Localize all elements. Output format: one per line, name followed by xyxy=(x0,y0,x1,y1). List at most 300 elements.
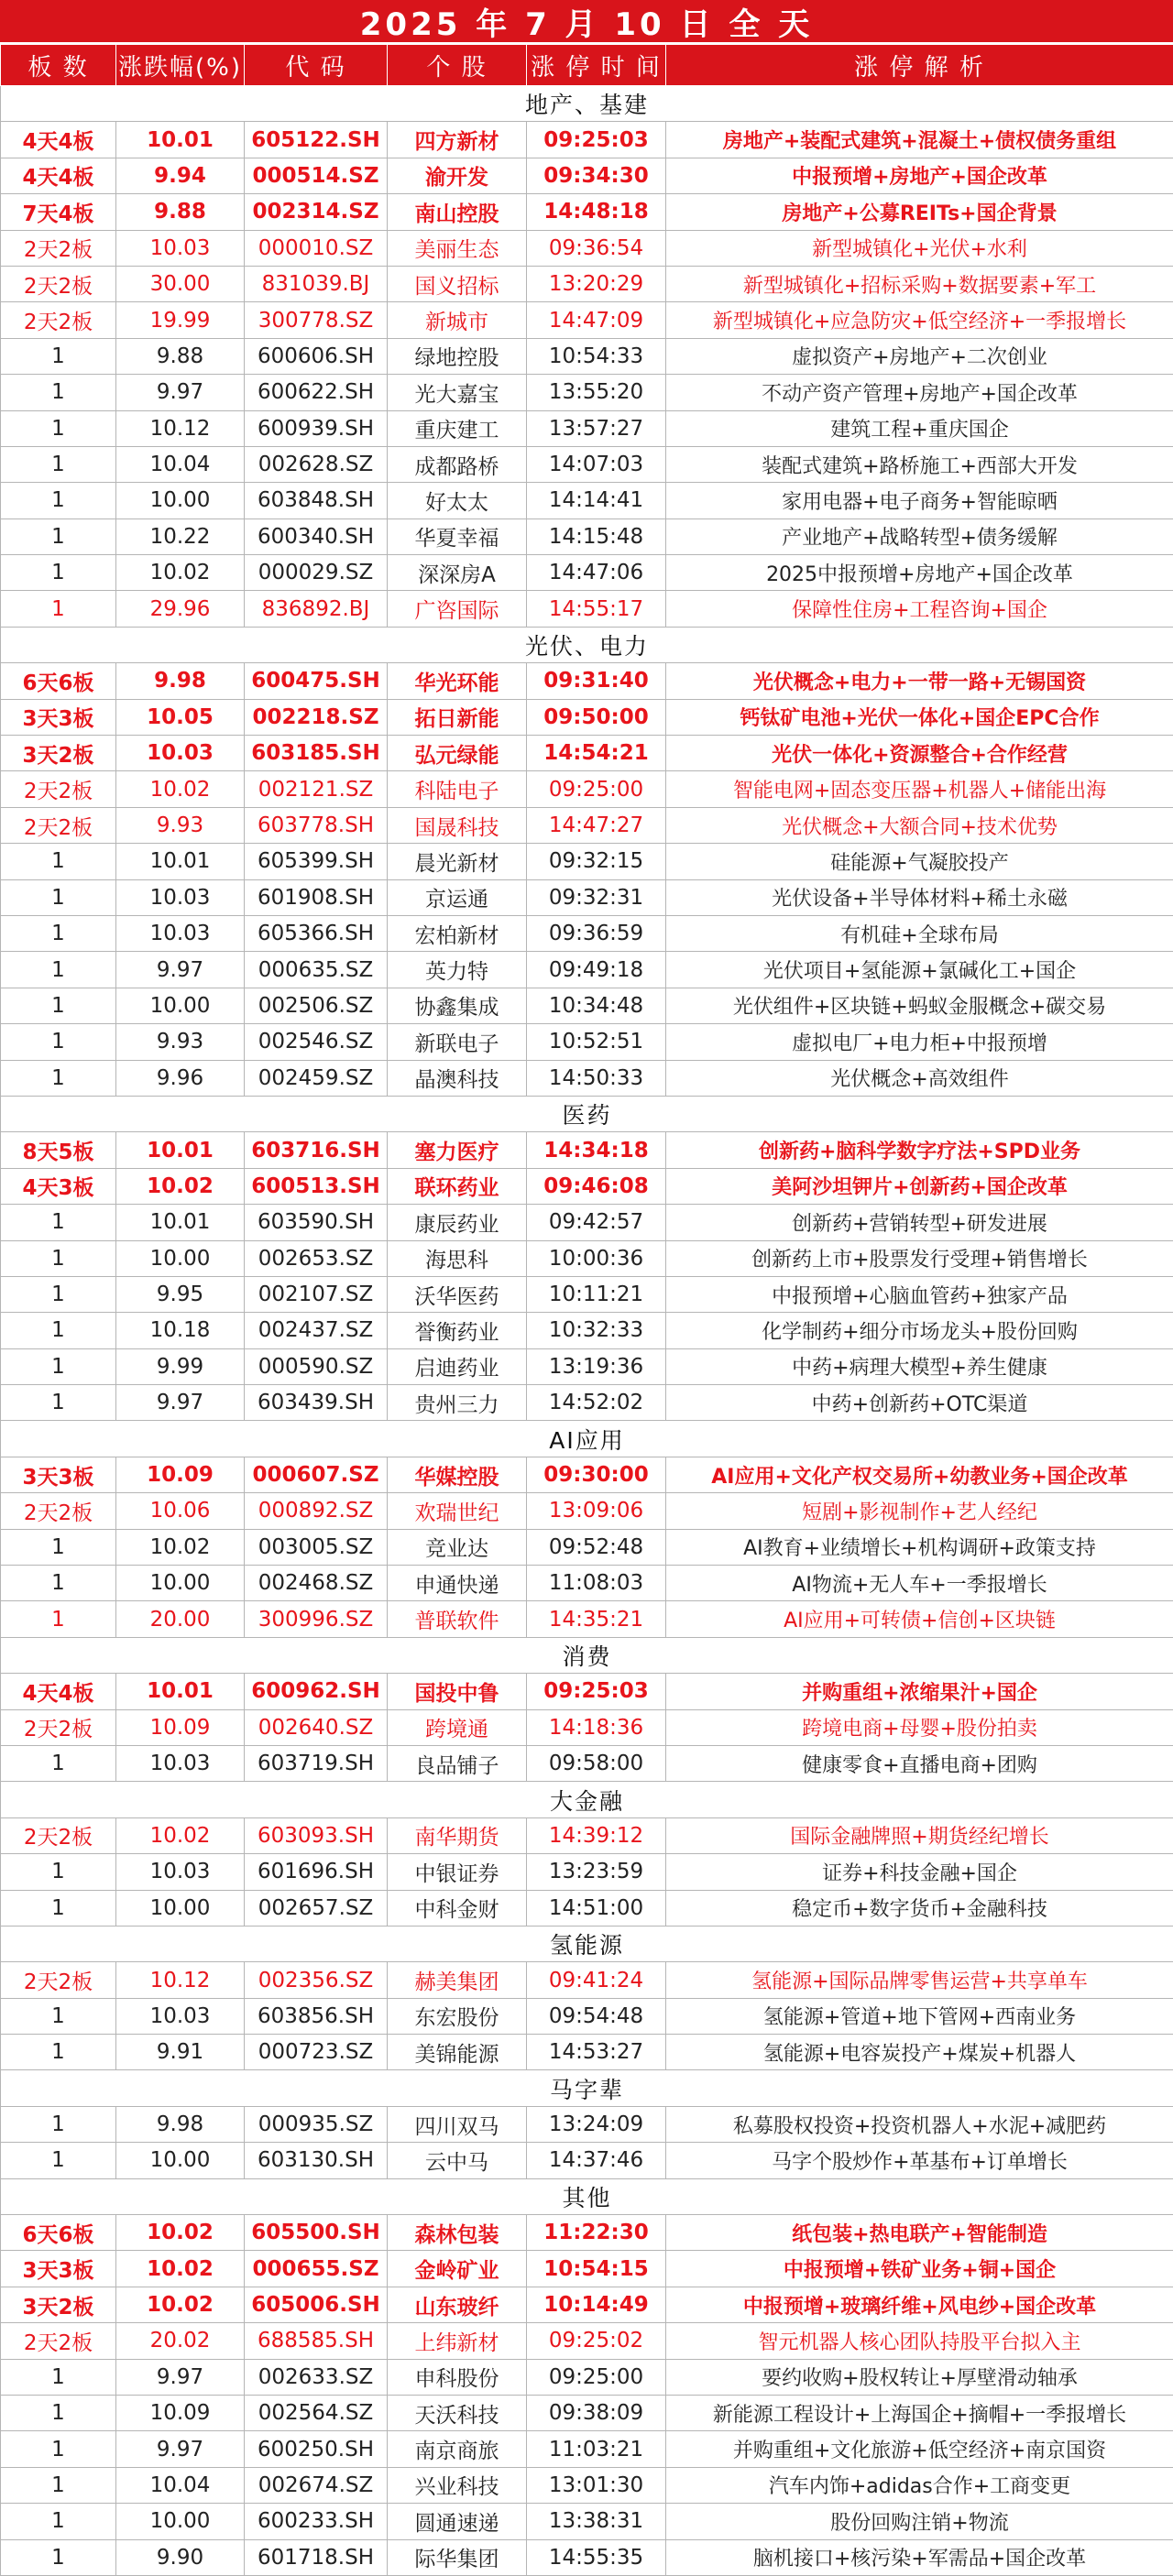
section-row xyxy=(1,1926,1173,1961)
table-row xyxy=(1,1313,1173,1348)
cell-code: 000607.SZ xyxy=(245,1457,388,1492)
cell-change-pct: 10.06 xyxy=(116,1493,245,1529)
cell-limit-time: 13:23:59 xyxy=(527,1854,666,1890)
cell-stock: 欢瑞世纪 xyxy=(388,1493,527,1529)
cell-analysis: 氢能源+国际品牌零售运营+共享单车 xyxy=(666,1962,1173,1998)
cell-stock: 中银证券 xyxy=(388,1854,527,1890)
cell-code: 000514.SZ xyxy=(245,158,388,193)
table-row xyxy=(1,2287,1173,2322)
cell-stock: 宏柏新材 xyxy=(388,915,527,951)
cell-board: 1 xyxy=(1,2359,116,2395)
table-row xyxy=(1,1817,1173,1853)
cell-code: 603439.SH xyxy=(245,1385,388,1421)
cell-code: 600233.SH xyxy=(245,2504,388,2539)
cell-analysis: 中药+病理大模型+养生健康 xyxy=(666,1348,1173,1384)
table-row xyxy=(1,1566,1173,1601)
cell-board: 1 xyxy=(1,844,116,879)
cell-change-pct: 10.02 xyxy=(116,2215,245,2251)
cell-stock: 四川双马 xyxy=(388,2106,527,2142)
cell-limit-time: 10:34:48 xyxy=(527,988,666,1023)
cell-code: 300996.SZ xyxy=(245,1601,388,1637)
table-row xyxy=(1,1024,1173,1060)
table-row xyxy=(1,158,1173,193)
cell-analysis: 光伏概念+大额合同+技术优势 xyxy=(666,807,1173,843)
cell-limit-time: 09:36:54 xyxy=(527,230,666,266)
cell-change-pct: 10.00 xyxy=(116,2504,245,2539)
cell-stock: 华媒控股 xyxy=(388,1457,527,1492)
cell-analysis: 私募股权投资+投资机器人+水泥+减肥药 xyxy=(666,2106,1173,2142)
cell-stock: 美丽生态 xyxy=(388,230,527,266)
cell-change-pct: 9.97 xyxy=(116,375,245,410)
cell-board: 1 xyxy=(1,1060,116,1096)
cell-change-pct: 29.96 xyxy=(116,591,245,627)
cell-analysis: 建筑工程+重庆国企 xyxy=(666,410,1173,446)
cell-limit-time: 09:25:03 xyxy=(527,122,666,158)
cell-analysis: AI教育+业绩增长+机构调研+政策支持 xyxy=(666,1529,1173,1565)
cell-code: 002121.SZ xyxy=(245,771,388,807)
cell-change-pct: 10.18 xyxy=(116,1313,245,1348)
cell-code: 605006.SH xyxy=(245,2287,388,2322)
cell-analysis: 装配式建筑+路桥施工+西部大开发 xyxy=(666,446,1173,482)
table-row xyxy=(1,1890,1173,1926)
cell-code: 603590.SH xyxy=(245,1205,388,1240)
cell-code: 605122.SH xyxy=(245,122,388,158)
cell-board: 1 xyxy=(1,2106,116,2142)
cell-limit-time: 09:25:00 xyxy=(527,2359,666,2395)
cell-change-pct: 10.02 xyxy=(116,1817,245,1853)
cell-stock: 山东玻纤 xyxy=(388,2287,527,2322)
cell-analysis: 新型城镇化+光伏+水利 xyxy=(666,230,1173,266)
cell-board: 1 xyxy=(1,2504,116,2539)
cell-limit-time: 14:37:46 xyxy=(527,2143,666,2178)
cell-board: 1 xyxy=(1,483,116,518)
cell-change-pct: 9.99 xyxy=(116,1348,245,1384)
table-row xyxy=(1,2396,1173,2431)
cell-code: 002640.SZ xyxy=(245,1709,388,1745)
cell-board: 1 xyxy=(1,1529,116,1565)
cell-limit-time: 10:00:36 xyxy=(527,1240,666,1276)
header-limit-time: 涨 停 时 间 xyxy=(527,45,666,86)
cell-code: 002107.SZ xyxy=(245,1276,388,1312)
cell-stock: 塞力医疗 xyxy=(388,1132,527,1168)
cell-board: 1 xyxy=(1,1024,116,1060)
section-title: 消费 xyxy=(1,1637,1173,1673)
cell-limit-time: 11:03:21 xyxy=(527,2431,666,2467)
cell-board: 1 xyxy=(1,2143,116,2178)
cell-board: 1 xyxy=(1,988,116,1023)
cell-limit-time: 10:11:21 xyxy=(527,1276,666,1312)
cell-board: 2天2板 xyxy=(1,1493,116,1529)
cell-code: 002628.SZ xyxy=(245,446,388,482)
cell-limit-time: 09:54:48 xyxy=(527,1998,666,2034)
cell-stock: 晶澳科技 xyxy=(388,1060,527,1096)
table-row xyxy=(1,879,1173,915)
table-row xyxy=(1,338,1173,374)
cell-change-pct: 9.96 xyxy=(116,1060,245,1096)
cell-limit-time: 14:07:03 xyxy=(527,446,666,482)
cell-change-pct: 10.03 xyxy=(116,915,245,951)
cell-change-pct: 10.03 xyxy=(116,230,245,266)
section-title: 地产、基建 xyxy=(1,86,1173,122)
cell-stock: 晨光新材 xyxy=(388,844,527,879)
cell-limit-time: 10:54:33 xyxy=(527,338,666,374)
cell-board: 1 xyxy=(1,1276,116,1312)
header-code: 代 码 xyxy=(245,45,388,86)
cell-stock: 兴业科技 xyxy=(388,2467,527,2503)
cell-change-pct: 10.09 xyxy=(116,1709,245,1745)
cell-limit-time: 09:32:31 xyxy=(527,879,666,915)
cell-change-pct: 10.03 xyxy=(116,1745,245,1781)
table-row xyxy=(1,1205,1173,1240)
cell-limit-time: 10:32:33 xyxy=(527,1313,666,1348)
cell-change-pct: 10.02 xyxy=(116,1168,245,1204)
cell-analysis: 并购重组+浓缩果汁+国企 xyxy=(666,1674,1173,1709)
cell-analysis: 钙钛矿电池+光伏一体化+国企EPC合作 xyxy=(666,699,1173,735)
cell-change-pct: 10.00 xyxy=(116,1566,245,1601)
cell-limit-time: 14:52:02 xyxy=(527,1385,666,1421)
cell-code: 000010.SZ xyxy=(245,230,388,266)
table-row xyxy=(1,1240,1173,1276)
cell-stock: 渝开发 xyxy=(388,158,527,193)
cell-code: 605399.SH xyxy=(245,844,388,879)
table-body xyxy=(1,86,1173,2576)
cell-code: 002314.SZ xyxy=(245,194,388,230)
cell-limit-time: 09:34:30 xyxy=(527,158,666,193)
cell-analysis: 2025中报预增+房地产+国企改革 xyxy=(666,555,1173,591)
cell-stock: 启迪药业 xyxy=(388,1348,527,1384)
cell-change-pct: 9.97 xyxy=(116,2359,245,2395)
table-row xyxy=(1,410,1173,446)
cell-code: 600250.SH xyxy=(245,2431,388,2467)
cell-change-pct: 30.00 xyxy=(116,266,245,301)
section-title: 其他 xyxy=(1,2178,1173,2214)
cell-stock: 重庆建工 xyxy=(388,410,527,446)
cell-stock: 南京商旅 xyxy=(388,2431,527,2467)
table-row xyxy=(1,2251,1173,2287)
cell-analysis: 短剧+影视制作+艺人经纪 xyxy=(666,1493,1173,1529)
table-row xyxy=(1,1457,1173,1492)
cell-board: 1 xyxy=(1,1854,116,1890)
table-row xyxy=(1,2143,1173,2178)
cell-analysis: 中药+创新药+OTC渠道 xyxy=(666,1385,1173,1421)
cell-board: 1 xyxy=(1,879,116,915)
cell-stock: 拓日新能 xyxy=(388,699,527,735)
table-row xyxy=(1,1854,1173,1890)
cell-code: 831039.BJ xyxy=(245,266,388,301)
cell-stock: 贵州三力 xyxy=(388,1385,527,1421)
cell-change-pct: 19.99 xyxy=(116,302,245,338)
cell-code: 600513.SH xyxy=(245,1168,388,1204)
cell-analysis: 光伏概念+高效组件 xyxy=(666,1060,1173,1096)
table-row xyxy=(1,1998,1173,2034)
cell-stock: 跨境通 xyxy=(388,1709,527,1745)
cell-board: 1 xyxy=(1,446,116,482)
cell-change-pct: 10.02 xyxy=(116,2287,245,2322)
cell-limit-time: 13:24:09 xyxy=(527,2106,666,2142)
cell-stock: 云中马 xyxy=(388,2143,527,2178)
cell-change-pct: 10.01 xyxy=(116,122,245,158)
cell-change-pct: 9.98 xyxy=(116,663,245,699)
cell-limit-time: 09:46:08 xyxy=(527,1168,666,1204)
table-row xyxy=(1,771,1173,807)
section-row xyxy=(1,1096,1173,1131)
cell-analysis: 智能电网+固态变压器+机器人+储能出海 xyxy=(666,771,1173,807)
cell-change-pct: 9.93 xyxy=(116,1024,245,1060)
cell-change-pct: 9.98 xyxy=(116,2106,245,2142)
cell-change-pct: 10.01 xyxy=(116,1674,245,1709)
table-row xyxy=(1,2323,1173,2359)
cell-code: 600962.SH xyxy=(245,1674,388,1709)
cell-limit-time: 09:25:00 xyxy=(527,771,666,807)
cell-analysis: 创新药上市+股票发行受理+销售增长 xyxy=(666,1240,1173,1276)
cell-stock: 金岭矿业 xyxy=(388,2251,527,2287)
cell-stock: 国投中鲁 xyxy=(388,1674,527,1709)
section-row xyxy=(1,627,1173,662)
cell-code: 002653.SZ xyxy=(245,1240,388,1276)
cell-limit-time: 13:38:31 xyxy=(527,2504,666,2539)
cell-limit-time: 13:55:20 xyxy=(527,375,666,410)
cell-limit-time: 11:22:30 xyxy=(527,2215,666,2251)
cell-stock: 广咨国际 xyxy=(388,591,527,627)
cell-limit-time: 14:34:18 xyxy=(527,1132,666,1168)
table-row xyxy=(1,1674,1173,1709)
table-row xyxy=(1,2504,1173,2539)
cell-board: 7天4板 xyxy=(1,194,116,230)
cell-change-pct: 10.22 xyxy=(116,518,245,554)
cell-analysis: 光伏设备+半导体材料+稀土永磁 xyxy=(666,879,1173,915)
cell-analysis: 国际金融牌照+期货经纪增长 xyxy=(666,1817,1173,1853)
table-row xyxy=(1,915,1173,951)
cell-analysis: 中报预增+玻璃纤维+风电纱+国企改革 xyxy=(666,2287,1173,2322)
cell-board: 2天2板 xyxy=(1,1962,116,1998)
table-row xyxy=(1,699,1173,735)
cell-change-pct: 9.91 xyxy=(116,2035,245,2070)
header-stock: 个 股 xyxy=(388,45,527,86)
cell-code: 600606.SH xyxy=(245,338,388,374)
cell-limit-time: 14:15:48 xyxy=(527,518,666,554)
cell-code: 600475.SH xyxy=(245,663,388,699)
cell-board: 1 xyxy=(1,591,116,627)
cell-board: 3天3板 xyxy=(1,1457,116,1492)
cell-code: 002506.SZ xyxy=(245,988,388,1023)
cell-limit-time: 14:14:41 xyxy=(527,483,666,518)
cell-change-pct: 10.00 xyxy=(116,2143,245,2178)
cell-analysis: 跨境电商+母婴+股份拍卖 xyxy=(666,1709,1173,1745)
cell-change-pct: 9.95 xyxy=(116,1276,245,1312)
cell-code: 000590.SZ xyxy=(245,1348,388,1384)
cell-analysis: 脑机接口+核污染+军需品+国企改革 xyxy=(666,2539,1173,2575)
cell-limit-time: 09:42:57 xyxy=(527,1205,666,1240)
cell-stock: 申通快递 xyxy=(388,1566,527,1601)
cell-analysis: 并购重组+文化旅游+低空经济+南京国资 xyxy=(666,2431,1173,2467)
cell-stock: 新城市 xyxy=(388,302,527,338)
cell-board: 1 xyxy=(1,1313,116,1348)
cell-change-pct: 10.12 xyxy=(116,1962,245,1998)
cell-change-pct: 9.90 xyxy=(116,2539,245,2575)
cell-stock: 康辰药业 xyxy=(388,1205,527,1240)
cell-code: 688585.SH xyxy=(245,2323,388,2359)
cell-limit-time: 10:54:15 xyxy=(527,2251,666,2287)
cell-analysis: 证券+科技金融+国企 xyxy=(666,1854,1173,1890)
section-title: 医药 xyxy=(1,1096,1173,1131)
cell-analysis: 虚拟电厂+电力柜+中报预增 xyxy=(666,1024,1173,1060)
cell-code: 002657.SZ xyxy=(245,1890,388,1926)
cell-code: 002356.SZ xyxy=(245,1962,388,1998)
cell-change-pct: 10.00 xyxy=(116,1240,245,1276)
cell-limit-time: 09:25:02 xyxy=(527,2323,666,2359)
cell-change-pct: 10.00 xyxy=(116,988,245,1023)
table-row xyxy=(1,518,1173,554)
cell-change-pct: 9.97 xyxy=(116,952,245,988)
cell-analysis: 新型城镇化+招标采购+数据要素+军工 xyxy=(666,266,1173,301)
cell-board: 1 xyxy=(1,1890,116,1926)
cell-analysis: 中报预增+铁矿业务+铜+国企 xyxy=(666,2251,1173,2287)
table-row xyxy=(1,1385,1173,1421)
cell-limit-time: 14:51:00 xyxy=(527,1890,666,1926)
cell-board: 2天2板 xyxy=(1,266,116,301)
cell-board: 4天3板 xyxy=(1,1168,116,1204)
cell-stock: 绿地控股 xyxy=(388,338,527,374)
cell-stock: 英力特 xyxy=(388,952,527,988)
cell-analysis: 产业地产+战略转型+债务缓解 xyxy=(666,518,1173,554)
header-board: 板 数 xyxy=(1,45,116,86)
cell-analysis: AI物流+无人车+一季报增长 xyxy=(666,1566,1173,1601)
cell-code: 000029.SZ xyxy=(245,555,388,591)
cell-change-pct: 10.02 xyxy=(116,1529,245,1565)
cell-board: 3天3板 xyxy=(1,699,116,735)
header-analysis: 涨 停 解 析 xyxy=(666,45,1173,86)
cell-limit-time: 09:58:00 xyxy=(527,1745,666,1781)
cell-change-pct: 20.00 xyxy=(116,1601,245,1637)
cell-change-pct: 10.04 xyxy=(116,2467,245,2503)
cell-code: 002633.SZ xyxy=(245,2359,388,2395)
cell-limit-time: 14:47:09 xyxy=(527,302,666,338)
cell-stock: 华光环能 xyxy=(388,663,527,699)
table-row xyxy=(1,2431,1173,2467)
cell-analysis: 硅能源+气凝胶投产 xyxy=(666,844,1173,879)
cell-change-pct: 10.00 xyxy=(116,1890,245,1926)
table-row xyxy=(1,483,1173,518)
cell-limit-time: 14:39:12 xyxy=(527,1817,666,1853)
table-row xyxy=(1,1132,1173,1168)
section-row xyxy=(1,1782,1173,1817)
table-row xyxy=(1,1276,1173,1312)
cell-board: 3天2板 xyxy=(1,736,116,771)
cell-analysis: 化学制药+细分市场龙头+股份回购 xyxy=(666,1313,1173,1348)
cell-analysis: 中报预增+心脑血管药+独家产品 xyxy=(666,1276,1173,1312)
cell-board: 4天4板 xyxy=(1,1674,116,1709)
cell-change-pct: 10.03 xyxy=(116,1854,245,1890)
cell-board: 1 xyxy=(1,1745,116,1781)
cell-board: 1 xyxy=(1,338,116,374)
table-row xyxy=(1,302,1173,338)
table-row xyxy=(1,1168,1173,1204)
cell-board: 1 xyxy=(1,915,116,951)
cell-code: 300778.SZ xyxy=(245,302,388,338)
cell-stock: 国义招标 xyxy=(388,266,527,301)
table-row xyxy=(1,736,1173,771)
table-row xyxy=(1,807,1173,843)
cell-change-pct: 9.88 xyxy=(116,194,245,230)
cell-stock: 普联软件 xyxy=(388,1601,527,1637)
cell-limit-time: 14:50:33 xyxy=(527,1060,666,1096)
cell-analysis: 纸包装+热电联产+智能制造 xyxy=(666,2215,1173,2251)
cell-stock: 新联电子 xyxy=(388,1024,527,1060)
cell-analysis: 光伏项目+氢能源+氯碱化工+国企 xyxy=(666,952,1173,988)
section-row xyxy=(1,2178,1173,2214)
cell-analysis: 光伏概念+电力+一带一路+无锡国资 xyxy=(666,663,1173,699)
cell-stock: 赫美集团 xyxy=(388,1962,527,1998)
cell-analysis: 家用电器+电子商务+智能晾晒 xyxy=(666,483,1173,518)
cell-limit-time: 09:32:15 xyxy=(527,844,666,879)
cell-code: 836892.BJ xyxy=(245,591,388,627)
cell-analysis: 虚拟资产+房地产+二次创业 xyxy=(666,338,1173,374)
cell-stock: 国晟科技 xyxy=(388,807,527,843)
table-row xyxy=(1,230,1173,266)
table-row xyxy=(1,1493,1173,1529)
cell-board: 4天4板 xyxy=(1,158,116,193)
cell-limit-time: 14:47:06 xyxy=(527,555,666,591)
cell-board: 6天6板 xyxy=(1,663,116,699)
table-row xyxy=(1,1962,1173,1998)
cell-limit-time: 11:08:03 xyxy=(527,1566,666,1601)
cell-code: 002564.SZ xyxy=(245,2396,388,2431)
cell-limit-time: 14:53:27 xyxy=(527,2035,666,2070)
cell-stock: 竞业达 xyxy=(388,1529,527,1565)
cell-stock: 科陆电子 xyxy=(388,771,527,807)
cell-code: 603130.SH xyxy=(245,2143,388,2178)
cell-analysis: 不动产资产管理+房地产+国企改革 xyxy=(666,375,1173,410)
cell-analysis: 有机硅+全球布局 xyxy=(666,915,1173,951)
cell-change-pct: 10.03 xyxy=(116,736,245,771)
cell-code: 002459.SZ xyxy=(245,1060,388,1096)
section-row xyxy=(1,1421,1173,1457)
cell-stock: 圆通速递 xyxy=(388,2504,527,2539)
table-row xyxy=(1,375,1173,410)
cell-stock: 南山控股 xyxy=(388,194,527,230)
cell-code: 002468.SZ xyxy=(245,1566,388,1601)
cell-analysis: 光伏组件+区块链+蚂蚁金服概念+碳交易 xyxy=(666,988,1173,1023)
cell-code: 601696.SH xyxy=(245,1854,388,1890)
cell-board: 4天4板 xyxy=(1,122,116,158)
cell-stock: 沃华医药 xyxy=(388,1276,527,1312)
cell-limit-time: 09:52:48 xyxy=(527,1529,666,1565)
cell-change-pct: 10.02 xyxy=(116,2251,245,2287)
cell-code: 605366.SH xyxy=(245,915,388,951)
cell-board: 2天2板 xyxy=(1,302,116,338)
cell-stock: 申科股份 xyxy=(388,2359,527,2395)
cell-limit-time: 14:55:35 xyxy=(527,2539,666,2575)
table-row xyxy=(1,2106,1173,2142)
cell-code: 603719.SH xyxy=(245,1745,388,1781)
cell-change-pct: 10.00 xyxy=(116,483,245,518)
cell-change-pct: 10.02 xyxy=(116,555,245,591)
cell-change-pct: 10.12 xyxy=(116,410,245,446)
cell-stock: 良品铺子 xyxy=(388,1745,527,1781)
cell-limit-time: 09:25:03 xyxy=(527,1674,666,1709)
cell-analysis: AI应用+可转债+信创+区块链 xyxy=(666,1601,1173,1637)
cell-analysis: 要约收购+股权转让+厚壁滑动轴承 xyxy=(666,2359,1173,2395)
cell-code: 603778.SH xyxy=(245,807,388,843)
cell-board: 1 xyxy=(1,2431,116,2467)
table-row xyxy=(1,663,1173,699)
section-title: 马字辈 xyxy=(1,2070,1173,2106)
cell-board: 1 xyxy=(1,2467,116,2503)
cell-board: 1 xyxy=(1,1240,116,1276)
cell-stock: 协鑫集成 xyxy=(388,988,527,1023)
cell-change-pct: 10.02 xyxy=(116,771,245,807)
cell-limit-time: 09:31:40 xyxy=(527,663,666,699)
